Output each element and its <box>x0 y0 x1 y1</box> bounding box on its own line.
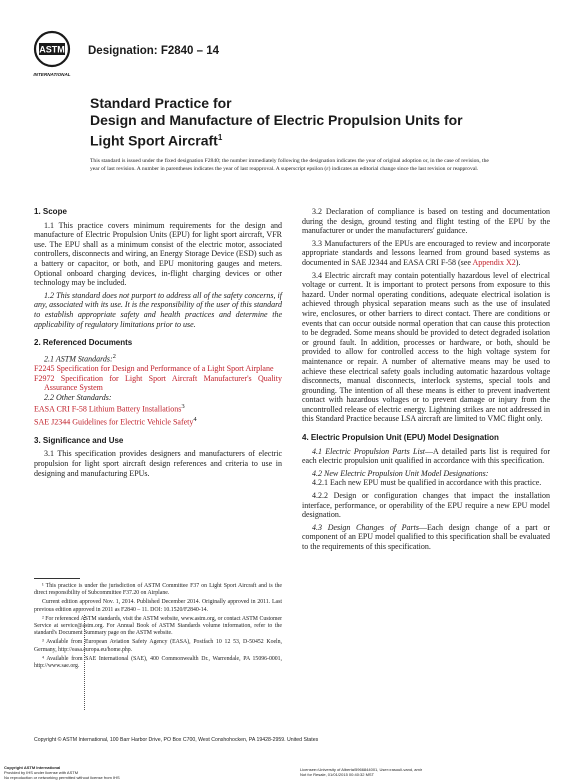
footnote-4: ⁴ Available from SAE International (SAE), 400 Commonwealth Dr., Warrendale, PA 15096-0001, http://www.sae.org. <box>34 655 282 670</box>
paragraph-3-2: 3.2 Declaration of compliance is based on testing and documentation during the design, ground testing and flight testing of the EPU by the manufacturer or under the manufacturers' guidance. <box>302 207 550 236</box>
logo-wordmark: ASTM <box>39 44 65 55</box>
section-heading-scope: 1. Scope <box>34 207 67 216</box>
other-reference-list <box>34 402 282 427</box>
astm-reference-list <box>34 364 282 393</box>
paragraph-1-1: 1.1 This practice covers minimum requirements for the design and manufacture of Electric Propulsion Units (EPU) for light sport aircraft, VFR use. The EPU shall as a minimum consist of the electric motor, associated controllers, disconnects and wiring, an Energy Storage Device (ESD) such as a battery or capacitor, or both, and EPU monitoring gauges and meters. Optional onboard charging devices, in-flight charging devices or other technology may be included. <box>34 220 282 288</box>
issuance-notice: This standard is issued under the fixed designation F2840; the number immediately following the designation indicates the year of original adoption or, in the case of revision, the year of last revision. A number in parentheses indicates the year of last reapproval. A superscript epsilon (ε) indicates an editorial change since the last revision or reapproval. <box>90 158 489 172</box>
designation: Designation: F2840 – 14 <box>88 45 220 57</box>
right-column <box>302 207 550 552</box>
paragraph-4-2-2: 4.2.2 Design or configuration changes that impact the installation interface, performance, or operability of the EPU require a new EPU model designation. <box>302 491 550 520</box>
footnote-divider <box>34 578 80 579</box>
section-heading-references: 2. Referenced Documents <box>34 338 133 348</box>
license-notice-right: Licensee=University of Alberta/5966844001, User=rasouli-vand, amir Not for Resale, 01/01/2015 00:40:32 MST <box>300 767 423 777</box>
left-column <box>34 207 282 478</box>
paragraph-2-1: 2.1 ASTM Standards:$^2$ <box>44 352 116 364</box>
paragraph-3-4: 3.4 Electric aircraft may contain potentially hazardous level of electrical voltage or current. It is important to protect persons from exposure to this hazard. Under normal operating conditions, adequate electrical isolation is achieved through physical separation means such as the use of insulated wire, enclosures, or other barriers to direct contact. There are conditions or events that can occur outside normal operation that can cause this protection to be degraded. Some means should be provided to detect degraded isolation or ground fault. In addition, processes or hardware, or both, should be provided to allow for controlled access to the high voltage system for maintenance or repair. A number of alternative means may be used to achieve these electrical safety goals including automatic hazardous voltage disconnects, manual disconnects, interlock systems, special tools and grounding. The intention of all these means is either to prevent inadvertent contact with hazardous voltages or to prevent damage or injury from the uncontrolled release of electric energy. Lightning strikes are not addressed in this Standard Practice because LSA aircraft are limited to VMC flight only. <box>302 270 550 424</box>
paragraph-4-2: 4.2 New Electric Propulsion Unit Model Designations: <box>312 468 489 478</box>
document-title <box>90 95 510 150</box>
reference-f2972[interactable]: F2972 Specification for Light Sport Aircraft Manufacturer's Quality Assurance System <box>34 373 282 393</box>
section-heading-epu: 4. Electric Propulsion Unit (EPU) Model Designation <box>302 433 499 443</box>
title-line-1: Standard Practice for <box>90 95 232 111</box>
footnote-1: ¹ This practice is under the jurisdiction of ASTM Committee F37 on Light Sport Aircraft and is the direct responsibility of Subcommittee F37.20 on Airplane. <box>34 583 282 597</box>
paragraph-3-1: 3.1 This specification provides designers and manufacturers of electric propulsion for light sport aircraft design references and criteria to use in designing and manufacturing EPUs. <box>34 449 282 478</box>
footnote-1b: Current edition approved Nov. 1, 2014. Published December 2014. Originally approved in 2011. Last previous edition approved in 2011 as F2840 – 11. DOI: 10.1520/F2840-14. <box>34 599 282 613</box>
astm-logo <box>30 30 74 80</box>
section-heading-significance: 3. Significance and Use <box>34 435 124 445</box>
paragraph-4-3: 4.3 Design Changes of Parts—Each design change of a part or component of an EPU model qualified to this specification shall be evaluated to the requirements of this specification. <box>302 522 550 551</box>
paragraph-2-2: 2.2 Other Standards: <box>44 392 112 402</box>
copyright-line: Copyright © ASTM International, 100 Barr Harbor Drive, PO Box C700, West Conshohocken, PA 19428-2959. United States <box>34 737 319 743</box>
paragraph-4-1: 4.1 Electric Propulsion Parts List—A detailed parts list is required for each electric propulsion unit qualified in accordance with this specification. <box>302 446 550 466</box>
footnotes <box>34 583 282 672</box>
license-notice-left: Copyright ASTM International Provided by IHS under license with ASTM No reproduction or networking permitted without license from IHS <box>4 765 120 780</box>
paragraph-4-2-1: 4.2.1 Each new EPU must be qualified in accordance with this practice. <box>312 478 542 488</box>
title-line-2: Design and Manufacture of Electric Propulsion Units for <box>90 112 463 128</box>
license-dotted-line <box>84 615 85 710</box>
reference-easa[interactable]: EASA CRI F-58 Lithium Battery Installations$^3$ <box>34 403 185 414</box>
footnote-2: ² For referenced ASTM standards, visit the ASTM website, www.astm.org, or contact ASTM Customer Service at service@astm.org. For Annual Book of ASTM Standards volume information, refer to the standard's Document Summary page on the ASTM website. <box>34 615 282 637</box>
logo-subtext: INTERNATIONAL <box>33 72 71 77</box>
reference-sae[interactable]: SAE J2344 Guidelines for Electric Vehicle Safety$^4$ <box>34 415 197 427</box>
paragraph-1-2: 1.2 This standard does not purport to address all of the safety concerns, if any, associated with its use. It is the responsibility of the user of this standard to establish appropriate safety and health practices and determine the applicability of regulatory limitations prior to use. <box>34 290 282 329</box>
appendix-link[interactable]: Appendix X2 <box>472 257 516 267</box>
footnote-3: ³ Available from European Aviation Safety Agency (EASA), Postfach 10 12 53, D-50452 Koeln, Germany, http://easa.europa.eu/home.php. <box>34 639 282 653</box>
reference-f2245[interactable]: F2245 Specification for Design and Performance of a Light Sport Airplane <box>34 363 274 373</box>
title-line-3: Light Sport Aircraft$^1$ <box>90 132 223 149</box>
paragraph-3-3: 3.3 Manufacturers of the EPUs are encouraged to review and incorporate appropriate standards and lessons learned from ground based systems as documented in SAE J2344 and EASA CRI F-58 (see Appendix X2). <box>302 238 550 267</box>
